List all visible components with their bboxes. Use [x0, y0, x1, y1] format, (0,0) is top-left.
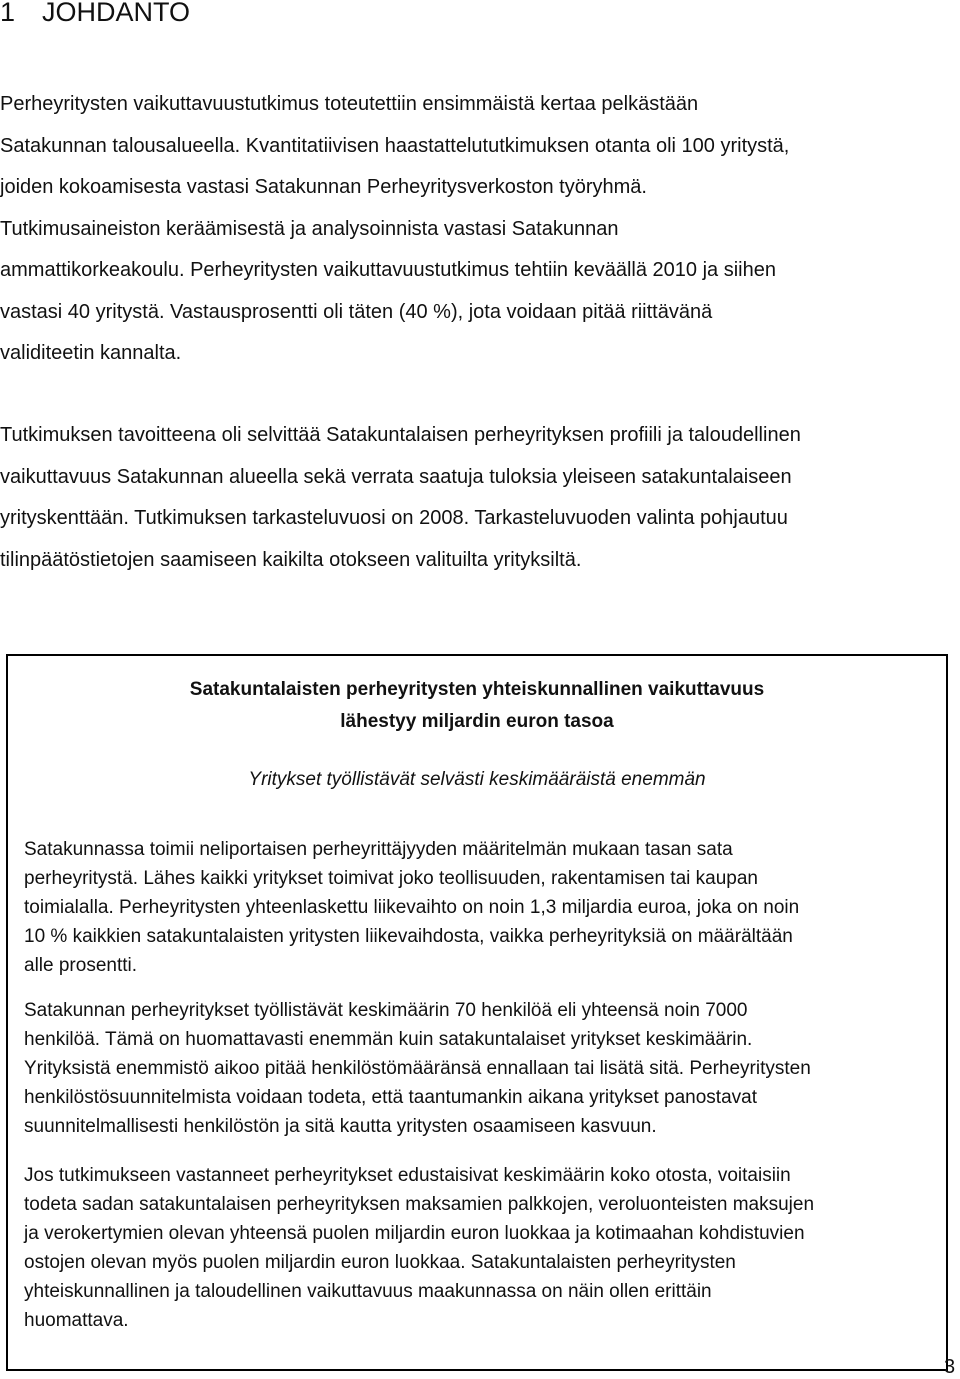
box-line: 10 % kaikkien satakuntalaisten yritysten liikevaihdosta, vaikka perheyrityksiä on määrältään — [24, 926, 793, 948]
paragraph-line: vastasi 40 yritystä. Vastausprosentti oli täten (40 %), jota voidaan pitää riittävänä — [0, 300, 713, 323]
chapter-title: JOHDANTO — [42, 0, 191, 27]
box-line: Yrityksistä enemmistö aikoo pitää henkilöstömääränsä ennallaan tai lisätä sitä. Perheyritysten — [24, 1058, 811, 1080]
box-line: Satakunnassa toimii neliportaisen perheyrittäjyyden määritelmän mukaan tasan sata — [24, 839, 733, 860]
paragraph-line: yrityskenttään. Tutkimuksen tarkasteluvuosi on 2008. Tarkasteluvuoden valinta pohjautuu — [0, 507, 788, 529]
box-paragraph-3 — [24, 1161, 939, 1336]
goal-paragraph — [0, 415, 960, 581]
box-line: ja verokertymien olevan yhteensä puolen miljardin euron luokkaa ja kotimaahan kohdistuvien — [24, 1223, 805, 1245]
box-subtitle: Yritykset työllistävät selvästi keskimääräistä enemmän — [248, 769, 706, 790]
box-line: henkilöä. Tämä on huomattavasti enemmän kuin satakuntalaiset yritykset keskimäärin. — [24, 1029, 753, 1051]
box-paragraph-2 — [24, 996, 939, 1141]
box-line: perheyritystä. Lähes kaikki yritykset toimivat joko teollisuuden, rakentamisen tai kaupan — [24, 868, 758, 890]
summary-box — [6, 654, 948, 1371]
box-paragraph-1 — [24, 835, 939, 980]
box-line: todeta sadan satakuntalaisen perheyrityksen maksamien palkkojen, veroluonteisten maksujen — [24, 1194, 815, 1216]
paragraph-line: Tutkimusaineiston keräämisestä ja analysoinnista vastasi Satakunnan — [0, 217, 619, 240]
page-number: 3 — [944, 1356, 956, 1378]
box-line: toimialalla. Perheyritysten yhteenlaskettu liikevaihto on noin 1,3 miljardia euroa, joka on noin — [24, 897, 800, 919]
paragraph-line: vaikuttavuus Satakunnan alueella sekä verrata saatuja tuloksia yleiseen satakuntalaiseen — [0, 465, 792, 488]
box-line: suunnitelmallisesti henkilöstön ja sitä kautta yritysten osaamiseen kasvuun. — [24, 1116, 657, 1138]
box-line: henkilöstösuunnitelmista voidaan todeta, että taantumankin aikana yritykset panostavat — [24, 1087, 758, 1109]
box-title-line: Satakuntalaisten perheyritysten yhteiskunnallinen vaikuttavuus — [189, 679, 765, 700]
box-line: Satakunnan perheyritykset työllistävät keskimäärin 70 henkilöä eli yhteensä noin 7000 — [24, 1000, 748, 1021]
intro-paragraph — [0, 84, 960, 375]
box-line: alle prosentti. — [24, 955, 138, 977]
paragraph-line: Perheyritysten vaikuttavuustutkimus toteutettiin ensimmäistä kertaa pelkästään — [0, 93, 699, 115]
paragraph-line: tilinpäätöstietojen saamiseen kaikilta otokseen valituilta yrityksiltä. — [0, 548, 582, 571]
box-line: yhteiskunnallinen ja taloudellinen vaikuttavuus maakunnassa on näin ollen erittäin — [24, 1281, 712, 1303]
paragraph-line: joiden kokoamisesta vastasi Satakunnan Perheyritysverkoston työryhmä. — [0, 176, 647, 198]
box-title — [8, 674, 946, 738]
paragraph-line: ammattikorkeakoulu. Perheyritysten vaikuttavuustutkimus tehtiin keväällä 2010 ja siihen — [0, 259, 776, 281]
box-line: ostojen olevan myös puolen miljardin euron luokkaa. Satakuntalaisten perheyritysten — [24, 1252, 736, 1274]
chapter-heading — [0, 0, 190, 30]
box-line: huomattava. — [24, 1310, 129, 1332]
paragraph-line: validiteetin kannalta. — [0, 342, 182, 364]
box-line: Jos tutkimukseen vastanneet perheyritykset edustaisivat keskimäärin koko otosta, voitaisiin — [24, 1165, 791, 1186]
box-title-line: lähestyy miljardin euron tasoa — [340, 711, 614, 732]
chapter-number: 1 — [0, 0, 16, 27]
paragraph-line: Tutkimuksen tavoitteena oli selvittää Satakuntalaisen perheyrityksen profiili ja taloudellinen — [0, 424, 801, 446]
paragraph-line: Satakunnan talousalueella. Kvantitatiivisen haastattelututkimuksen otanta oli 100 yritystä, — [0, 134, 790, 157]
